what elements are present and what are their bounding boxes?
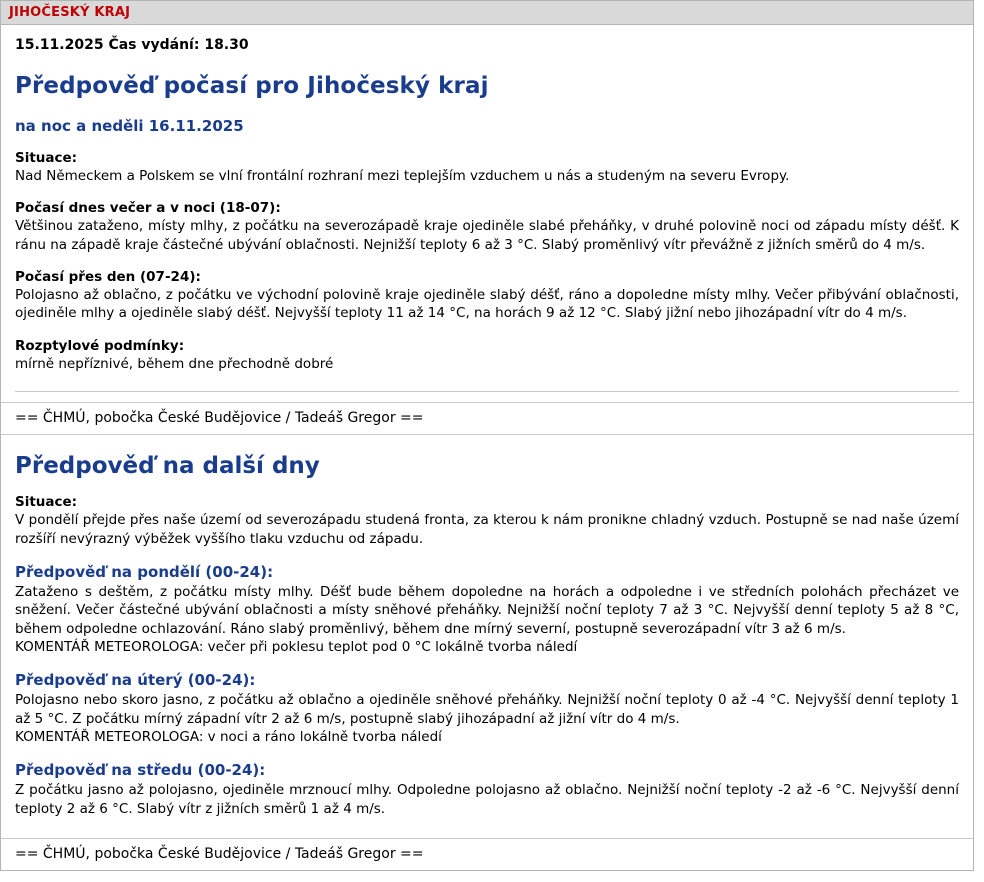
section-heading: Počasí přes den (07-24): bbox=[15, 269, 201, 286]
section-dispersion bbox=[15, 338, 959, 373]
section-monday bbox=[15, 563, 959, 656]
section-text: mírně nepříznivé, během dne přechodně dobré bbox=[15, 355, 334, 372]
divider bbox=[15, 391, 959, 392]
issue-time: 15.11.2025 Čas vydání: 18.30 bbox=[15, 37, 249, 53]
page-title: Předpověď počasí pro Jihočeský kraj bbox=[15, 73, 489, 99]
section-heading: Předpověď na pondělí (00-24): bbox=[15, 562, 274, 581]
section-heading: Předpověď na úterý (00-24): bbox=[15, 671, 256, 690]
section-heading: Situace: bbox=[15, 150, 78, 166]
section-text: Zataženo s deštěm, z počátku místy mlhy. Déšť bude během dopoledne na horách a odpoledne i ve středních polohách přecházet ve sněžení. Večer částečné ubývání oblačnosti a místy sněhové přeháňky. Nejnižší noční teploty 7 až 3 °C. Nejvyšší denní teploty 5 až 8 °C, během odpoledne ochlazování. Ráno slabý proměnlivý, během dne mírný severní, postupně severozápadní vítr 3 až 6 m/s. bbox=[15, 583, 959, 637]
section-text: Nad Německem a Polskem se vlní frontální rozhraní mezi teplejším vzduchem u nás a studeným na severu Evropy. bbox=[15, 168, 790, 184]
region-name: JIHOČESKÝ KRAJ bbox=[9, 5, 131, 20]
signature-bottom: == ČHMÚ, pobočka České Budějovice / Tadeáš Gregor == bbox=[1, 838, 973, 870]
section-daytime bbox=[15, 269, 959, 323]
section-situation-next bbox=[15, 494, 959, 548]
page-subtitle: na noc a neděli 16.11.2025 bbox=[15, 117, 244, 135]
section-text: Z počátku jasno až polojasno, ojediněle mrznoucí mlhy. Odpoledne polojasno až oblačno. Nejnižší noční teploty -2 až -6 °C. Nejvyšší denní teploty 2 až 6 °C. Slabý vítr z jižních směrů 1 až 4 m/s. bbox=[15, 782, 959, 817]
section-heading: Počasí dnes večer a v noci (18-07): bbox=[15, 200, 281, 217]
section-text: Většinou zataženo, místy mlhy, z počátku na severozápadě kraje ojediněle slabé přeháňky, v druhé polovině noci od západu místy déšť. K ránu na západě kraje částečné ubývání oblačnosti. Nejnižší teploty 6 až 3 °C. Slabý proměnlivý vítr převážně z jižních směrů do 4 m/s. bbox=[15, 218, 959, 253]
next-days-block bbox=[1, 435, 973, 838]
section-text: Polojasno nebo skoro jasno, z počátku až oblačno a ojediněle sněhové přeháňky. Nejnižší noční teploty 0 až -4 °C. Nejvyšší denní teploty 1 až 5 °C. Z počátku mírný západní vítr 2 až 6 m/s, postupně slabý jihozápadní až jižní vítr do 4 m/s. bbox=[15, 692, 959, 727]
next-days-title: Předpověď na další dny bbox=[15, 453, 320, 480]
signature-top: == ČHMÚ, pobočka České Budějovice / Tadeáš Gregor == bbox=[1, 402, 973, 435]
section-text: Polojasno až oblačno, z počátku ve východní polovině kraje ojediněle slabý déšť, ráno a dopoledne místy mlhy. Večer přibývání oblačnosti, ojediněle mlhy a ojediněle slabý déšť. Nejvyšší teploty 11 až 14 °C, na horách 9 až 12 °C. Slabý jižní nebo jihozápadní vítr do 4 m/s. bbox=[15, 287, 959, 322]
section-heading: Rozptylové podmínky: bbox=[15, 337, 185, 354]
forecast-frame bbox=[0, 24, 974, 871]
spacer bbox=[15, 818, 959, 828]
section-wednesday bbox=[15, 761, 959, 818]
section-heading: Předpověď na středu (00-24): bbox=[15, 761, 266, 780]
meteorologist-comment: KOMENTÁŘ METEOROLOGA: večer při poklesu teplot pod 0 °C lokálně tvorba náledí bbox=[15, 638, 578, 655]
section-heading: Situace: bbox=[15, 494, 78, 511]
section-tonight bbox=[15, 200, 959, 254]
section-situation bbox=[15, 150, 959, 185]
meteorologist-comment: KOMENTÁŘ METEOROLOGA: v noci a ráno lokálně tvorba náledí bbox=[15, 729, 442, 746]
section-tuesday bbox=[15, 671, 959, 746]
section-text: V pondělí přejde přes naše území od severozápadu studená fronta, za kterou k nám pronikne chladný vzduch. Postupně se nad naše území rozšíří nevýrazný výběžek vyššího tlaku vzduchu od západu. bbox=[15, 512, 959, 547]
region-header-bar bbox=[0, 0, 974, 24]
today-forecast-block bbox=[1, 25, 973, 402]
